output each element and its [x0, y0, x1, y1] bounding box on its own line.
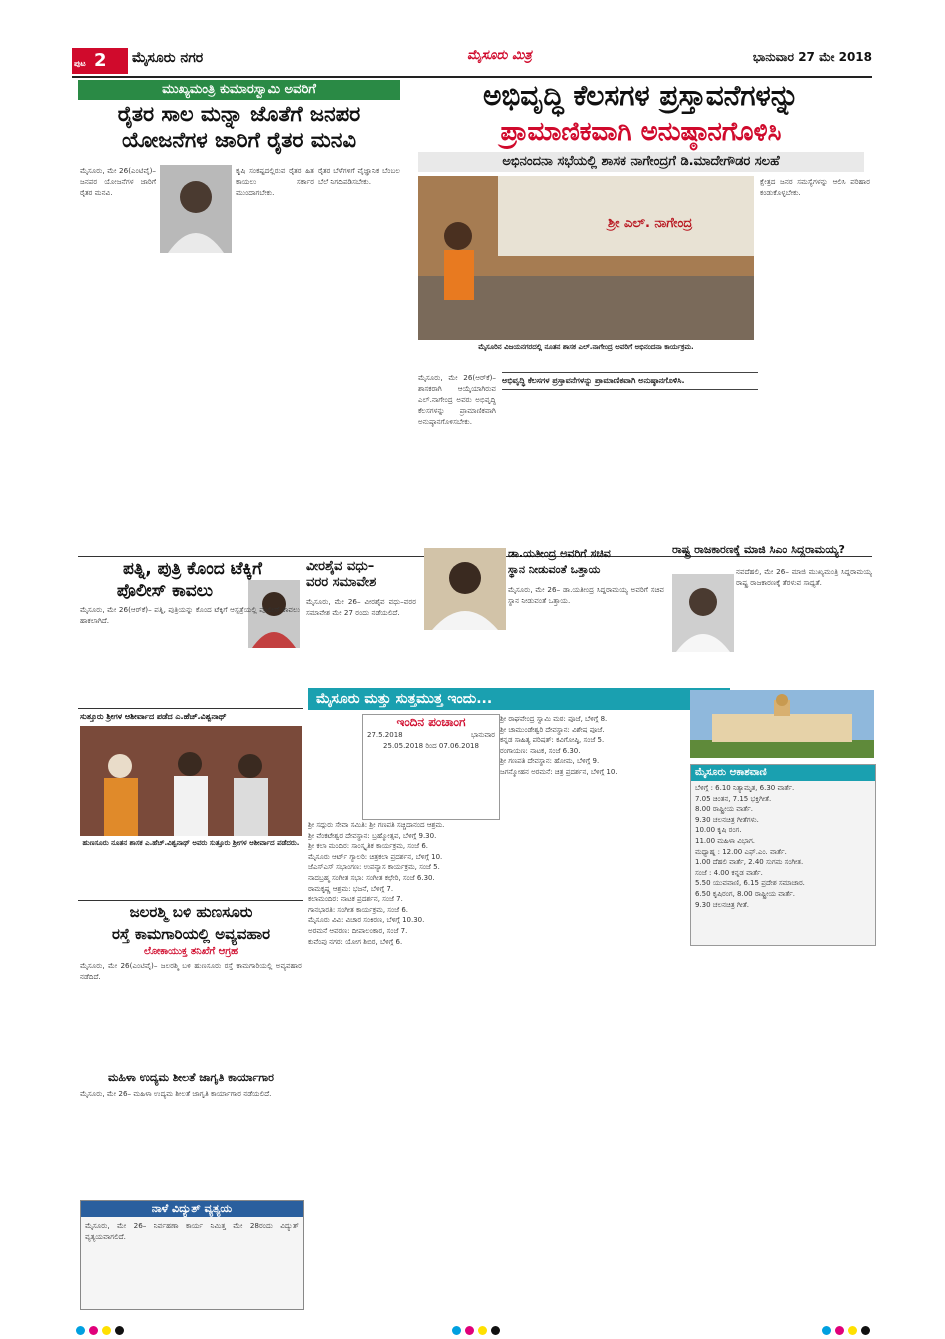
stage-banner: ಶ್ರೀ ಎಲ್. ನಾಗೇಂದ್ರ	[608, 216, 693, 231]
lead-body-3: ರೈತರ ಬೆಳೆಗಳಿಗೆ ವೈಜ್ಞಾನಿಕ ಬೆಂಬಲ ಬೆಲೆ ನಿಗದಿಪಡಿಸಬೇಕು.	[318, 166, 400, 186]
main-subhead: ಅಭಿನಂದನಾ ಸಭೆಯಲ್ಲಿ ಶಾಸಕ ನಾಗೇಂದ್ರಗೆ ಡಿ.ಮಾದೇಗೌಡರ ಸಲಹೆ	[418, 152, 864, 172]
events-list-1	[308, 820, 496, 1306]
radio-line: 9.30 ಚಲನಚಿತ್ರ ಗೀತೆಗಳು.	[695, 815, 759, 824]
event-item: ಜಗನ್ಮೋಹನ ಅರಮನೆ: ಚಿತ್ರ ಪ್ರದರ್ಶನ, ಬೆಳಿಗ್ಗೆ 10.	[500, 767, 618, 776]
radio-line: ಬೆಳಿಗ್ಗೆ : 6.10 ನಿತ್ಯಾಮೃತ, 6.30 ವಾರ್ತೆ.	[695, 784, 795, 792]
panchanga-title: ಇಂದಿನ ಪಂಚಾಂಗ	[396, 715, 466, 729]
lead-headline-2: ಯೋಜನೆಗಳ ಜಾರಿಗೆ ರೈತರ ಮನವಿ	[121, 128, 356, 152]
main-body-2: ಕ್ಷೇತ್ರದ ಜನರ ಸಮಸ್ಯೆಗಳನ್ನು ಆಲಿಸಿ ಪರಿಹಾರ ಕಂಡುಕೊಳ್ಳಬೇಕು.	[760, 177, 870, 197]
siddaramaiah-body-text: ನವದೆಹಲಿ, ಮೇ 26– ಮಾಜಿ ಮುಖ್ಯಮಂತ್ರಿ ಸಿದ್ದರಾಮಯ್ಯ ರಾಷ್ಟ್ರ ರಾಜಕಾರಣಕ್ಕೆ ತೆರಳುವ ಸಾಧ್ಯತೆ.	[736, 567, 872, 587]
panchanga-day: ಭಾನುವಾರ	[470, 731, 495, 739]
radio-line: 5.50 ಯುವವಾಣಿ, 6.15 ಪ್ರದೇಶ ಸಮಾಚಾರ.	[695, 879, 805, 888]
jalarashmi-kicker: ಲೋಕಾಯುಕ್ತ ತನಿಖೆಗೆ ಆಗ್ರಹ	[143, 946, 239, 957]
yathindra-body-text: ಮೈಸೂರು, ಮೇ 26– ಡಾ.ಯತೀಂದ್ರ ಸಿದ್ದರಾಮಯ್ಯ ಅವರಿಗೆ ಸಚಿವ ಸ್ಥಾನ ನೀಡುವಂತೆ ಒತ್ತಾಯ.	[508, 585, 664, 605]
registration-marks-center	[452, 1320, 504, 1339]
today-title: ಮೈಸೂರು ಮತ್ತು ಸುತ್ತಮುತ್ತ ಇಂದು...	[308, 688, 730, 710]
blessing-caption: ಹುಣಸೂರು ನೂತನ ಶಾಸಕ ಎ.ಹೆಚ್.ವಿಶ್ವನಾಥ್ ಅವರು ಸುತ್ತೂರು ಶ್ರೀಗಳ ಆಶೀರ್ವಾದ ಪಡೆದರು.	[82, 839, 300, 847]
techie-headline-1: ಪತ್ನಿ, ಪುತ್ರಿ ಕೊಂದ ಟೆಕ್ಕಿಗೆ	[123, 559, 262, 579]
main-body-col-right	[760, 176, 870, 532]
radio-line: ಮಧ್ಯಾಹ್ನ : 12.00 ಎಫ್.ಎಂ. ವಾರ್ತೆ.	[695, 847, 787, 856]
event-item: ನಾದಬ್ರಹ್ಮ ಸಂಗೀತ ಸಭಾ: ಸಂಗೀತ ಕಛೇರಿ, ಸಂಜೆ 6.30.	[308, 873, 435, 882]
lead-body-1: ಮೈಸೂರು, ಮೇ 26(ಎಂಟಿವೈ)– ಜನಪರ ಯೋಜನೆಗಳ ಜಾರಿಗೆ ರೈತರ ಮನವಿ.	[80, 166, 156, 197]
section-rule-3	[78, 900, 303, 901]
person-photo-icon	[424, 548, 506, 630]
event-item: ಶ್ರೀ ಗಣಪತಿ ದೇವಸ್ಥಾನ: ಹೋಮ, ಬೆಳಿಗ್ಗೆ 9.	[500, 757, 600, 766]
techie-headline-2: ಪೊಲೀಸ್ ಕಾವಲು	[116, 581, 214, 601]
radio-line: 11.00 ಮಹಿಳಾ ವಿಭಾಗ.	[695, 836, 756, 845]
event-item: ರಂಗಾಯಣ: ನಾಟಕ, ಸಂಜೆ 6.30.	[500, 746, 581, 755]
radio-line: 10.00 ಕೃಷಿ ರಂಗ.	[695, 826, 742, 835]
event-item: ಶ್ರೀ ಸದ್ಗುರು ಸೇವಾ ಸಮಿತಿ: ಶ್ರೀ ಗಣಪತಿ ಸಚ್ಚಿದಾನಂದ ಆಶ್ರಮ.	[308, 821, 445, 829]
lead-kicker: ಮುಖ್ಯಮಂತ್ರಿ ಕುಮಾರಸ್ವಾಮಿ ಅವರಿಗೆ	[78, 80, 400, 100]
jalarashmi-body	[80, 960, 302, 1070]
header-rule	[72, 76, 872, 78]
page-number: 2	[94, 50, 107, 71]
registration-marks-right	[822, 1320, 874, 1339]
event-item: ಶ್ರೀ ಚಾಮುಂಡೇಶ್ವರಿ ದೇವಸ್ಥಾನ: ವಿಶೇಷ ಪೂಜೆ.	[500, 725, 605, 734]
main-body-col-1	[418, 372, 496, 532]
jalarashmi-body-text: ಮೈಸೂರು, ಮೇ 26(ಎಂಟಿವೈ)– ಜಲರಶ್ಮಿ ಬಳಿ ಹುಣಸೂರು ರಸ್ತೆ ಕಾಮಗಾರಿಯಲ್ಲಿ ಅವ್ಯವಹಾರ ನಡೆದಿದೆ.	[80, 961, 302, 981]
veerashaiva-headline-2: ವರರ ಸಮಾವೇಶ	[306, 575, 377, 590]
techie-body	[80, 604, 300, 708]
radio-title: ಮೈಸೂರು ಆಕಾಶವಾಣಿ	[691, 765, 875, 781]
panchanga-dateline	[363, 730, 499, 741]
panchanga-box	[362, 714, 500, 820]
power-cut-body: ಮೈಸೂರು, ಮೇ 26– ನಿರ್ವಹಣಾ ಕಾರ್ಯ ನಿಮಿತ್ತ ಮೇ 28ರಂದು ವಿದ್ಯುತ್ ವ್ಯತ್ಯಯವಾಗಲಿದೆ.	[85, 1221, 299, 1241]
radio-box	[690, 764, 876, 946]
veerashaiva-headline-1: ವೀರಶೈವ ವಧು–	[306, 559, 375, 574]
radio-line: 9.30 ಚಲನಚಿತ್ರ ಗೀತೆ.	[695, 900, 750, 909]
yathindra-headline-2: ಸ್ಥಾನ ನೀಡುವಂತೆ ಒತ್ತಾಯ	[508, 563, 601, 576]
radio-line: 1.00 ದೆಹಲಿ ವಾರ್ತೆ, 2.40 ಸುಗಮ ಸಂಗೀತ.	[695, 858, 804, 867]
event-item: ಅರಮನೆ ಆವರಣ: ದೀಪಾಲಂಕಾರ, ಸಂಜೆ 7.	[308, 926, 408, 935]
radio-line: 8.00 ರಾಷ್ಟ್ರೀಯ ವಾರ್ತೆ.	[695, 805, 754, 814]
event-item: ರಾಮಕೃಷ್ಣ ಆಶ್ರಮ: ಭಜನೆ, ಬೆಳಿಗ್ಗೆ 7.	[308, 884, 394, 893]
blessing-kicker: ಸುತ್ತೂರು ಶ್ರೀಗಳ ಆಶೀರ್ವಾದ ಪಡೆದ ಎ.ಹೆಚ್.ವಿಶ್ವನಾಥ್	[80, 712, 227, 721]
panchanga-date: 27.5.2018	[367, 731, 403, 739]
event-item: ಕುವೆಂಪು ನಗರ: ಯೋಗ ಶಿಬಿರ, ಬೆಳಿಗ್ಗೆ 6.	[308, 937, 403, 946]
page-label: ಪುಟ	[74, 59, 86, 68]
meeting-photo-icon	[418, 176, 754, 340]
main-pull-quote: ಅಭಿವೃದ್ಧಿ ಕೆಲಸಗಳ ಪ್ರಸ್ತಾವನೆಗಳನ್ನು ಪ್ರಾಮಾಣಿಕವಾಗಿ ಅನುಷ್ಠಾನಗೊಳಿಸಿ.	[502, 372, 758, 390]
lead-body-2: ಕೃಷಿ ಸಂಕಷ್ಟದಲ್ಲಿರುವ ರೈತರ ಹಿತ ಕಾಯಲು ಸರ್ಕಾರ ಮುಂದಾಗಬೇಕು.	[236, 166, 314, 197]
women-workshop-text: ಮೈಸೂರು, ಮೇ 26– ಮಹಿಳಾ ಉದ್ಯಮ ಶೀಲತೆ ಜಾಗೃತಿ ಕಾರ್ಯಾಗಾರ ನಡೆಯಲಿದೆ.	[80, 1089, 272, 1098]
palace-photo	[690, 690, 874, 758]
main-body-1: ಮೈಸೂರು, ಮೇ 26(ಆರ್‌ಕೆ)– ಶಾಸಕರಾಗಿ ಆಯ್ಕೆಯಾಗಿರುವ ಎಲ್.ನಾಗೇಂದ್ರ ಅವರು ಅಭಿವೃದ್ಧಿ ಕೆಲಸಗಳನ್ನು ಪ್ರಾಮಾಣಿಕವಾಗಿ ಅನುಷ್ಠಾನಗೊಳಿಸಬೇಕು.	[418, 373, 496, 426]
registration-marks-left	[76, 1320, 128, 1339]
lead-photo	[160, 165, 232, 253]
power-cut-title: ನಾಳೆ ವಿದ್ಯುತ್ ವ್ಯತ್ಯಯ	[81, 1201, 303, 1217]
lead-body-col-2	[236, 165, 314, 550]
main-headline-1: ಅಭಿವೃದ್ಧಿ ಕೆಲಸಗಳ ಪ್ರಸ್ತಾವನೆಗಳನ್ನು	[483, 79, 799, 112]
siddaramaiah-headline: ರಾಷ್ಟ್ರ ರಾಜಕಾರಣಕ್ಕೆ ಮಾಜಿ ಸಿಎಂ ಸಿದ್ದರಾಮಯ್ಯ?	[672, 543, 845, 556]
person-photo-icon	[672, 574, 734, 652]
yathindra-headline-1: ಡಾ.ಯತೀಂದ್ರ ಅವರಿಗೆ ಸಚಿವ	[508, 547, 611, 560]
event-item: ಶ್ರೀ ವೆಂಕಟೇಶ್ವರ ದೇವಸ್ಥಾನ: ಬ್ರಹ್ಮೋತ್ಸವ, ಬೆಳಿಗ್ಗೆ 9.30.	[308, 831, 437, 840]
radio-line: ಸಂಜೆ : 4.00 ಕನ್ನಡ ವಾರ್ತೆ.	[695, 868, 763, 877]
group-photo-icon	[80, 726, 302, 836]
lead-headline-1: ರೈತರ ಸಾಲ ಮನ್ನಾ ಜೊತೆಗೆ ಜನಪರ	[117, 102, 361, 126]
section-rule-2	[78, 708, 303, 709]
event-item: ಶ್ರೀ ಕಲಾ ಮಂದಿರ: ಸಾಂಸ್ಕೃತಿಕ ಕಾರ್ಯಕ್ರಮ, ಸಂಜೆ 6.	[308, 842, 429, 851]
main-headline-2: ಪ್ರಾಮಾಣಿಕವಾಗಿ ಅನುಷ್ಠಾನಗೊಳಿಸಿ	[500, 117, 782, 147]
event-item: ಶ್ರೀ ರಾಘವೇಂದ್ರ ಸ್ವಾಮಿ ಮಠ: ಪೂಜೆ, ಬೆಳಿಗ್ಗೆ 8.	[500, 715, 608, 723]
event-item: ಕನ್ನಡ ಸಾಹಿತ್ಯ ಪರಿಷತ್: ಕವಿಗೋಷ್ಠಿ, ಸಂಜೆ 5.	[500, 736, 605, 745]
blessing-photo	[80, 726, 302, 836]
women-workshop-headline: ಮಹಿಳಾ ಉದ್ಯಮ ಶೀಲತೆ ಜಾಗೃತಿ ಕಾರ್ಯಾಗಾರ	[108, 1071, 274, 1084]
lead-body-col-3	[318, 165, 400, 550]
page-number-badge	[72, 48, 128, 74]
women-workshop-body	[80, 1088, 302, 1198]
power-cut-box	[80, 1200, 304, 1310]
person-photo-icon	[160, 165, 232, 253]
event-item: ಕಲಾಮಂದಿರ: ನಾಟಕ ಪ್ರದರ್ಶನ, ಸಂಜೆ 7.	[308, 895, 403, 904]
event-item: ಜೆಎಸ್‌ಎಸ್ ಸಭಾಂಗಣ: ಉಪನ್ಯಾಸ ಕಾರ್ಯಕ್ರಮ, ಸಂಜೆ 5.	[308, 863, 440, 872]
newspaper-brand: ಮೈಸೂರು ಮಿತ್ರ	[467, 48, 532, 63]
siddaramaiah-body	[736, 566, 872, 682]
radio-lines	[691, 781, 875, 912]
issue-date: ಭಾನುವಾರ 27 ಮೇ 2018	[752, 50, 872, 64]
event-item: ಮೈಸೂರು ಆರ್ಟ್ ಗ್ಯಾಲರಿ: ಚಿತ್ರಕಲಾ ಪ್ರದರ್ಶನ, ಬೆಳಿಗ್ಗೆ 10.	[308, 852, 443, 861]
jalarashmi-headline-2: ರಸ್ತೆ ಕಾಮಗಾರಿಯಲ್ಲಿ ಅವ್ಯವಹಾರ	[111, 925, 271, 943]
main-caption: ಮೈಸೂರಿನ ವಿಜಯನಗರದಲ್ಲಿ ನೂತನ ಶಾಸಕ ಎಲ್.ನಾಗೇಂದ್ರ ಅವರಿಗೆ ಅಭಿನಂದನಾ ಕಾರ್ಯಕ್ರಮ.	[478, 343, 694, 351]
panchanga-line-1: 25.05.2018 ರಿಂದ 07.06.2018	[383, 741, 479, 750]
section-name: ಮೈಸೂರು ನಗರ	[132, 50, 204, 66]
veerashaiva-body-text: ಮೈಸೂರು, ಮೇ 26– ವೀರಶೈವ ವಧು–ವರರ ಸಮಾವೇಶ ಮೇ 27 ರಂದು ನಡೆಯಲಿದೆ.	[306, 597, 416, 617]
jalarashmi-headline-1: ಜಲರಶ್ಮಿ ಬಳಿ ಹುಣಸೂರು	[129, 903, 253, 921]
palace-icon	[690, 690, 874, 758]
events-list-2	[500, 714, 684, 1306]
yathindra-body	[508, 584, 664, 684]
siddaramaiah-photo	[672, 574, 734, 652]
page-header	[72, 46, 872, 76]
techie-body-text: ಮೈಸೂರು, ಮೇ 26(ಆರ್‌ಕೆ)– ಪತ್ನಿ, ಪುತ್ರಿಯನ್ನು ಕೊಂದ ಟೆಕ್ಕಿಗೆ ಆಸ್ಪತ್ರೆಯಲ್ಲಿ ಪೊಲೀಸ್ ಕಾವಲು ಹಾಕಲಾಗಿದೆ.	[80, 605, 300, 625]
radio-line: 6.50 ಕೃಷಿರಂಗ, 8.00 ರಾಷ್ಟ್ರೀಯ ವಾರ್ತೆ.	[695, 889, 796, 898]
event-item: ಗಾನಭಾರತಿ: ಸಂಗೀತ ಕಾರ್ಯಕ್ರಮ, ಸಂಜೆ 6.	[308, 905, 408, 914]
veerashaiva-body	[306, 596, 416, 680]
main-photo	[418, 176, 754, 340]
radio-line: 7.05 ಚಿಂತನ, 7.15 ಭಕ್ತಿಗೀತೆ.	[695, 794, 772, 803]
yathindra-photo	[424, 548, 506, 630]
event-item: ಮೈಸೂರು ವಿವಿ: ವಿಚಾರ ಸಂಕಿರಣ, ಬೆಳಿಗ್ಗೆ 10.30.	[308, 916, 425, 925]
lead-body-col-1	[80, 165, 156, 550]
